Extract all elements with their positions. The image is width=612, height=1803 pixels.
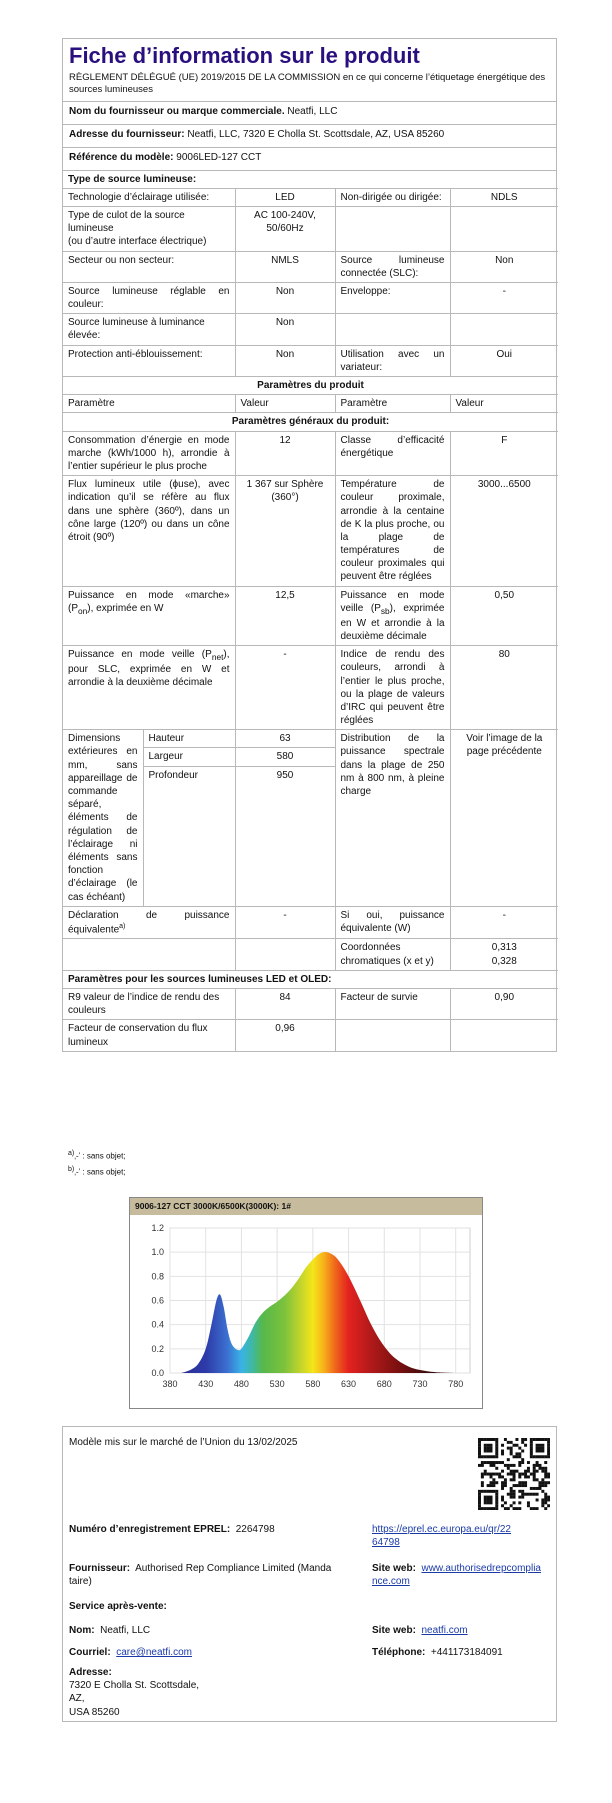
- param-label: [335, 1020, 450, 1051]
- dimension-value: 950: [276, 769, 294, 781]
- footnote-b-marker: b): [68, 1166, 75, 1174]
- email-row: [69, 1646, 192, 1659]
- param-value: F: [450, 431, 558, 476]
- y-tick-label: 0.8: [151, 1271, 164, 1282]
- eprel-link-line[interactable]: 64798: [372, 1537, 400, 1549]
- column-header-value: Valeur: [235, 395, 335, 413]
- supplier-website-link[interactable]: nce.com: [372, 1576, 410, 1588]
- product-information-sheet: [62, 38, 557, 1052]
- empty-cell: [63, 939, 235, 970]
- supplier-address-row: [63, 125, 556, 148]
- chart-title: 9006-127 CCT 3000K/6500K(3000K): 1#: [130, 1198, 482, 1215]
- dimension-value: 63: [236, 730, 335, 748]
- ls-value: Oui: [450, 345, 558, 376]
- x-tick-label: 730: [412, 1379, 428, 1389]
- supplier-name-value: Neatfi, LLC: [287, 105, 338, 117]
- ls-value: NMLS: [235, 251, 335, 282]
- param-value: -: [235, 906, 335, 939]
- y-tick-label: 0.2: [151, 1343, 164, 1354]
- x-tick-label: 380: [162, 1379, 178, 1389]
- footnote-marker: a): [119, 922, 126, 930]
- qr-code-icon[interactable]: [478, 1438, 550, 1510]
- param-label: Si oui, puissance équivalente (W): [335, 906, 450, 939]
- product-parameters-header: Paramètres du produit: [63, 377, 558, 395]
- param-label: Indice de rendu des couleurs, arrondi à l’entier le plus proche, ou la plage de valeurs d’IRC qui peuvent être réglées: [335, 646, 450, 730]
- param-label-part: Puissance en mode veille (P: [340, 589, 445, 614]
- ls-label-line: Type de culot de la source lumineuse: [68, 209, 185, 235]
- ls-label: Source lumineuse réglable en couleur:: [63, 282, 235, 313]
- param-label-part: ), exprimée en W et arrondie à la deuxième décimale: [340, 602, 445, 642]
- param-label: Facteur de conservation du flux lumineux: [63, 1020, 235, 1051]
- supplier-row: [69, 1562, 359, 1588]
- dimension-name: Profondeur: [148, 769, 198, 781]
- dimension-name: Largeur: [144, 748, 235, 766]
- general-parameters-header: Paramètres généraux du produit:: [63, 413, 558, 431]
- x-tick-label: 780: [448, 1379, 464, 1389]
- email-link[interactable]: care@neatfi.com: [116, 1647, 192, 1658]
- dimension-name: Hauteur: [144, 730, 235, 748]
- ls-label: [63, 206, 235, 251]
- ls-value: NDLS: [450, 188, 558, 206]
- param-value: 3000...6500: [450, 476, 558, 587]
- param-label: Classe d’efficacité énergétique: [335, 431, 450, 476]
- param-label-subscript: on: [78, 605, 88, 616]
- param-label: Flux lumineux utile (ϕuse), avec indication qu’il se réfère au flux dans une sphère (360º), dans un cône large (120º) ou dans un cône étroit (90º): [63, 476, 235, 587]
- service-name-row: [69, 1624, 150, 1637]
- placed-on-market: Modèle mis sur le marché de l’Union du 13/02/2025: [69, 1437, 298, 1448]
- ls-value: Non: [235, 345, 335, 376]
- supplier-name-row: [63, 102, 556, 125]
- param-label: R9 valeur de l’indice de rendu des couleurs: [63, 989, 235, 1020]
- ls-value: Non: [235, 282, 335, 313]
- param-label: Coordonnées chromatiques (x et y): [335, 939, 450, 970]
- param-label: [63, 586, 235, 646]
- light-source-type-header: Type de source lumineuse:: [63, 171, 558, 189]
- empty-cell: [235, 939, 335, 970]
- y-tick-label: 0.6: [151, 1295, 164, 1306]
- footnote-a-text: ‚-’ : sans objet;: [74, 1151, 126, 1161]
- ls-label: Source lumineuse à luminance élevée:: [63, 314, 235, 345]
- footnotes: [62, 1146, 557, 1178]
- dimension-values: [235, 730, 335, 906]
- ls-label: Utilisation avec un variateur:: [335, 345, 450, 376]
- footnote-b-text: ‚-’ : sans objet;: [74, 1167, 126, 1177]
- address-block: [69, 1666, 199, 1719]
- param-label-part: ), exprimée en W: [87, 602, 164, 614]
- param-label: [63, 646, 235, 730]
- regulation-subtitle: RÈGLEMENT DÉLÉGUÉ (UE) 2019/2015 DE LA COMMISSION en ce qui concerne l’étiquetage énergétique des sources lumineuses: [63, 70, 556, 102]
- column-header-parameter: Paramètre: [335, 395, 450, 413]
- param-value: 0,50: [450, 586, 558, 646]
- x-tick-label: 530: [269, 1379, 285, 1389]
- after-sales-label: Service après-vente:: [69, 1601, 167, 1612]
- ls-label: [335, 314, 450, 345]
- address-line: AZ,: [69, 1693, 85, 1705]
- supplier-name-label: Nom du fournisseur ou marque commerciale.: [69, 105, 285, 117]
- param-value: 1 367 sur Sphère (360°): [235, 476, 335, 587]
- model-reference-label: Référence du modèle:: [69, 151, 174, 163]
- supplier-label: Fournisseur:: [69, 1563, 131, 1574]
- ls-value: AC 100-240V, 50/60Hz: [235, 206, 335, 251]
- name-value: Neatfi, LLC: [100, 1625, 151, 1636]
- x-tick-label: 680: [376, 1379, 392, 1389]
- supplier-address-value: Neatfi, LLC, 7320 E Cholla St. Scottsdale, AZ, USA 85260: [187, 128, 445, 140]
- page-title: Fiche d’information sur le produit: [69, 43, 420, 68]
- phone-label: Téléphone:: [372, 1647, 426, 1658]
- y-tick-label: 1.2: [151, 1223, 164, 1233]
- param-value: -: [235, 646, 335, 730]
- supplier-website-link[interactable]: www.authorisedrepcomplia: [421, 1563, 541, 1574]
- eprel-value: 2264798: [235, 1524, 275, 1535]
- param-value: [450, 939, 558, 970]
- phone-row: [372, 1646, 503, 1659]
- dimension-value: 580: [236, 748, 335, 766]
- eprel-row: [69, 1523, 275, 1536]
- column-header-value: Valeur: [450, 395, 558, 413]
- name-label: Nom:: [69, 1625, 95, 1636]
- param-value: 80: [450, 646, 558, 730]
- led-parameters-header: Paramètres pour les sources lumineuses LED et OLED:: [63, 970, 558, 988]
- supplier-value-cont: taire): [69, 1576, 92, 1588]
- chromaticity-x: 0,313: [491, 942, 517, 954]
- x-tick-label: 630: [341, 1379, 357, 1389]
- x-tick-label: 580: [305, 1379, 321, 1389]
- y-tick-label: 0.4: [151, 1319, 164, 1330]
- ls-label: Source lumineuse connectée (SLC):: [335, 251, 450, 282]
- param-label: [63, 906, 235, 939]
- param-value: 0,90: [450, 989, 558, 1020]
- param-value: 12,5: [235, 586, 335, 646]
- y-tick-label: 0.0: [151, 1368, 164, 1378]
- param-label: Température de couleur proximale, arrondie à la centaine de K la plus proche, ou la plage de températures de couleur proximales qui peuvent être réglées: [335, 476, 450, 587]
- ls-value: Non: [235, 314, 335, 345]
- ls-label-line: (ou d’autre interface électrique): [68, 236, 207, 248]
- website-label: Site web:: [372, 1563, 416, 1574]
- ls-value: [450, 314, 558, 345]
- ls-label: Protection anti-éblouissement:: [63, 345, 235, 376]
- eprel-link[interactable]: [372, 1523, 511, 1549]
- footnote-a: [62, 1146, 557, 1162]
- ls-label: Secteur ou non secteur:: [63, 251, 235, 282]
- param-label: Distribution de la puissance spectrale dans la plage de 250 nm à 800 nm, à pleine charge: [335, 730, 450, 906]
- param-label: [335, 586, 450, 646]
- param-label-part: Puissance en mode veille (P: [68, 649, 212, 661]
- model-reference-row: [63, 148, 556, 171]
- model-reference-value: 9006LED-127 CCT: [176, 151, 262, 163]
- param-value: 84: [235, 989, 335, 1020]
- spectral-chart-svg: [130, 1215, 482, 1408]
- website-label: Site web:: [372, 1625, 416, 1636]
- param-value: 0,96: [235, 1020, 335, 1051]
- address-line: 7320 E Cholla St. Scottsdale,: [69, 1680, 200, 1692]
- light-source-type-table: [63, 171, 558, 377]
- supplier-address-label: Adresse du fournisseur:: [69, 128, 185, 140]
- service-website-link[interactable]: neatfi.com: [421, 1625, 468, 1636]
- service-website-row: [372, 1624, 468, 1637]
- y-tick-label: 1.0: [151, 1247, 164, 1258]
- x-tick-label: 430: [198, 1379, 214, 1389]
- param-label-subscript: net: [211, 652, 224, 663]
- ls-label: [335, 206, 450, 251]
- eprel-label: Numéro d’enregistrement EPREL:: [69, 1524, 231, 1535]
- footnote-b: [62, 1162, 557, 1178]
- eu-registration-box: [62, 1426, 557, 1722]
- param-label-subscript: sb: [380, 605, 390, 616]
- param-value: Voir l’image de la page précédente: [450, 730, 558, 906]
- chromaticity-y: 0,328: [491, 955, 517, 967]
- ls-label: Enveloppe:: [335, 282, 450, 313]
- email-label: Courriel:: [69, 1647, 111, 1658]
- eprel-link-line[interactable]: https://eprel.ec.europa.eu/qr/22: [372, 1524, 511, 1535]
- address-line: USA 85260: [69, 1706, 120, 1718]
- param-label: Consommation d’énergie en mode marche (kWh/1000 h), arrondie à l’entier supérieur le plus proche: [63, 431, 235, 476]
- address-label: Adresse:: [69, 1667, 112, 1678]
- param-label-part: Déclaration de puissance équivalente: [68, 909, 230, 936]
- param-label-part: ), pour SLC, exprimée en W et arrondie à la deuxième décimale: [68, 649, 230, 689]
- param-value: 12: [235, 431, 335, 476]
- param-label-part: Puissance en mode «marche» (P: [68, 589, 230, 614]
- supplier-website-row: [372, 1562, 541, 1588]
- phone-value: +441173184091: [430, 1647, 503, 1658]
- product-parameters-table: [63, 377, 558, 1051]
- dimension-names: [143, 730, 235, 906]
- ls-label: Technologie d’éclairage utilisée:: [63, 188, 235, 206]
- ls-value: [450, 206, 558, 251]
- footnote-a-marker: a): [68, 1150, 75, 1157]
- ls-value: Non: [450, 251, 558, 282]
- column-header-parameter: Paramètre: [63, 395, 235, 413]
- param-value: [450, 1020, 558, 1051]
- ls-value: -: [450, 282, 558, 313]
- x-tick-label: 480: [233, 1379, 249, 1389]
- param-label: Facteur de survie: [335, 989, 450, 1020]
- dimensions-label: Dimensions extérieures en mm, sans appareillage de commande séparé, éléments de régulation de l’éclairage ni éléments sans fonction d’éclairage (le cas échéant): [63, 730, 143, 906]
- supplier-value: Authorised Rep Compliance Limited (Manda: [135, 1563, 332, 1574]
- spectral-chart: [129, 1197, 483, 1409]
- param-value: -: [450, 906, 558, 939]
- ls-label: Non-dirigée ou dirigée:: [335, 188, 450, 206]
- ls-value: LED: [235, 188, 335, 206]
